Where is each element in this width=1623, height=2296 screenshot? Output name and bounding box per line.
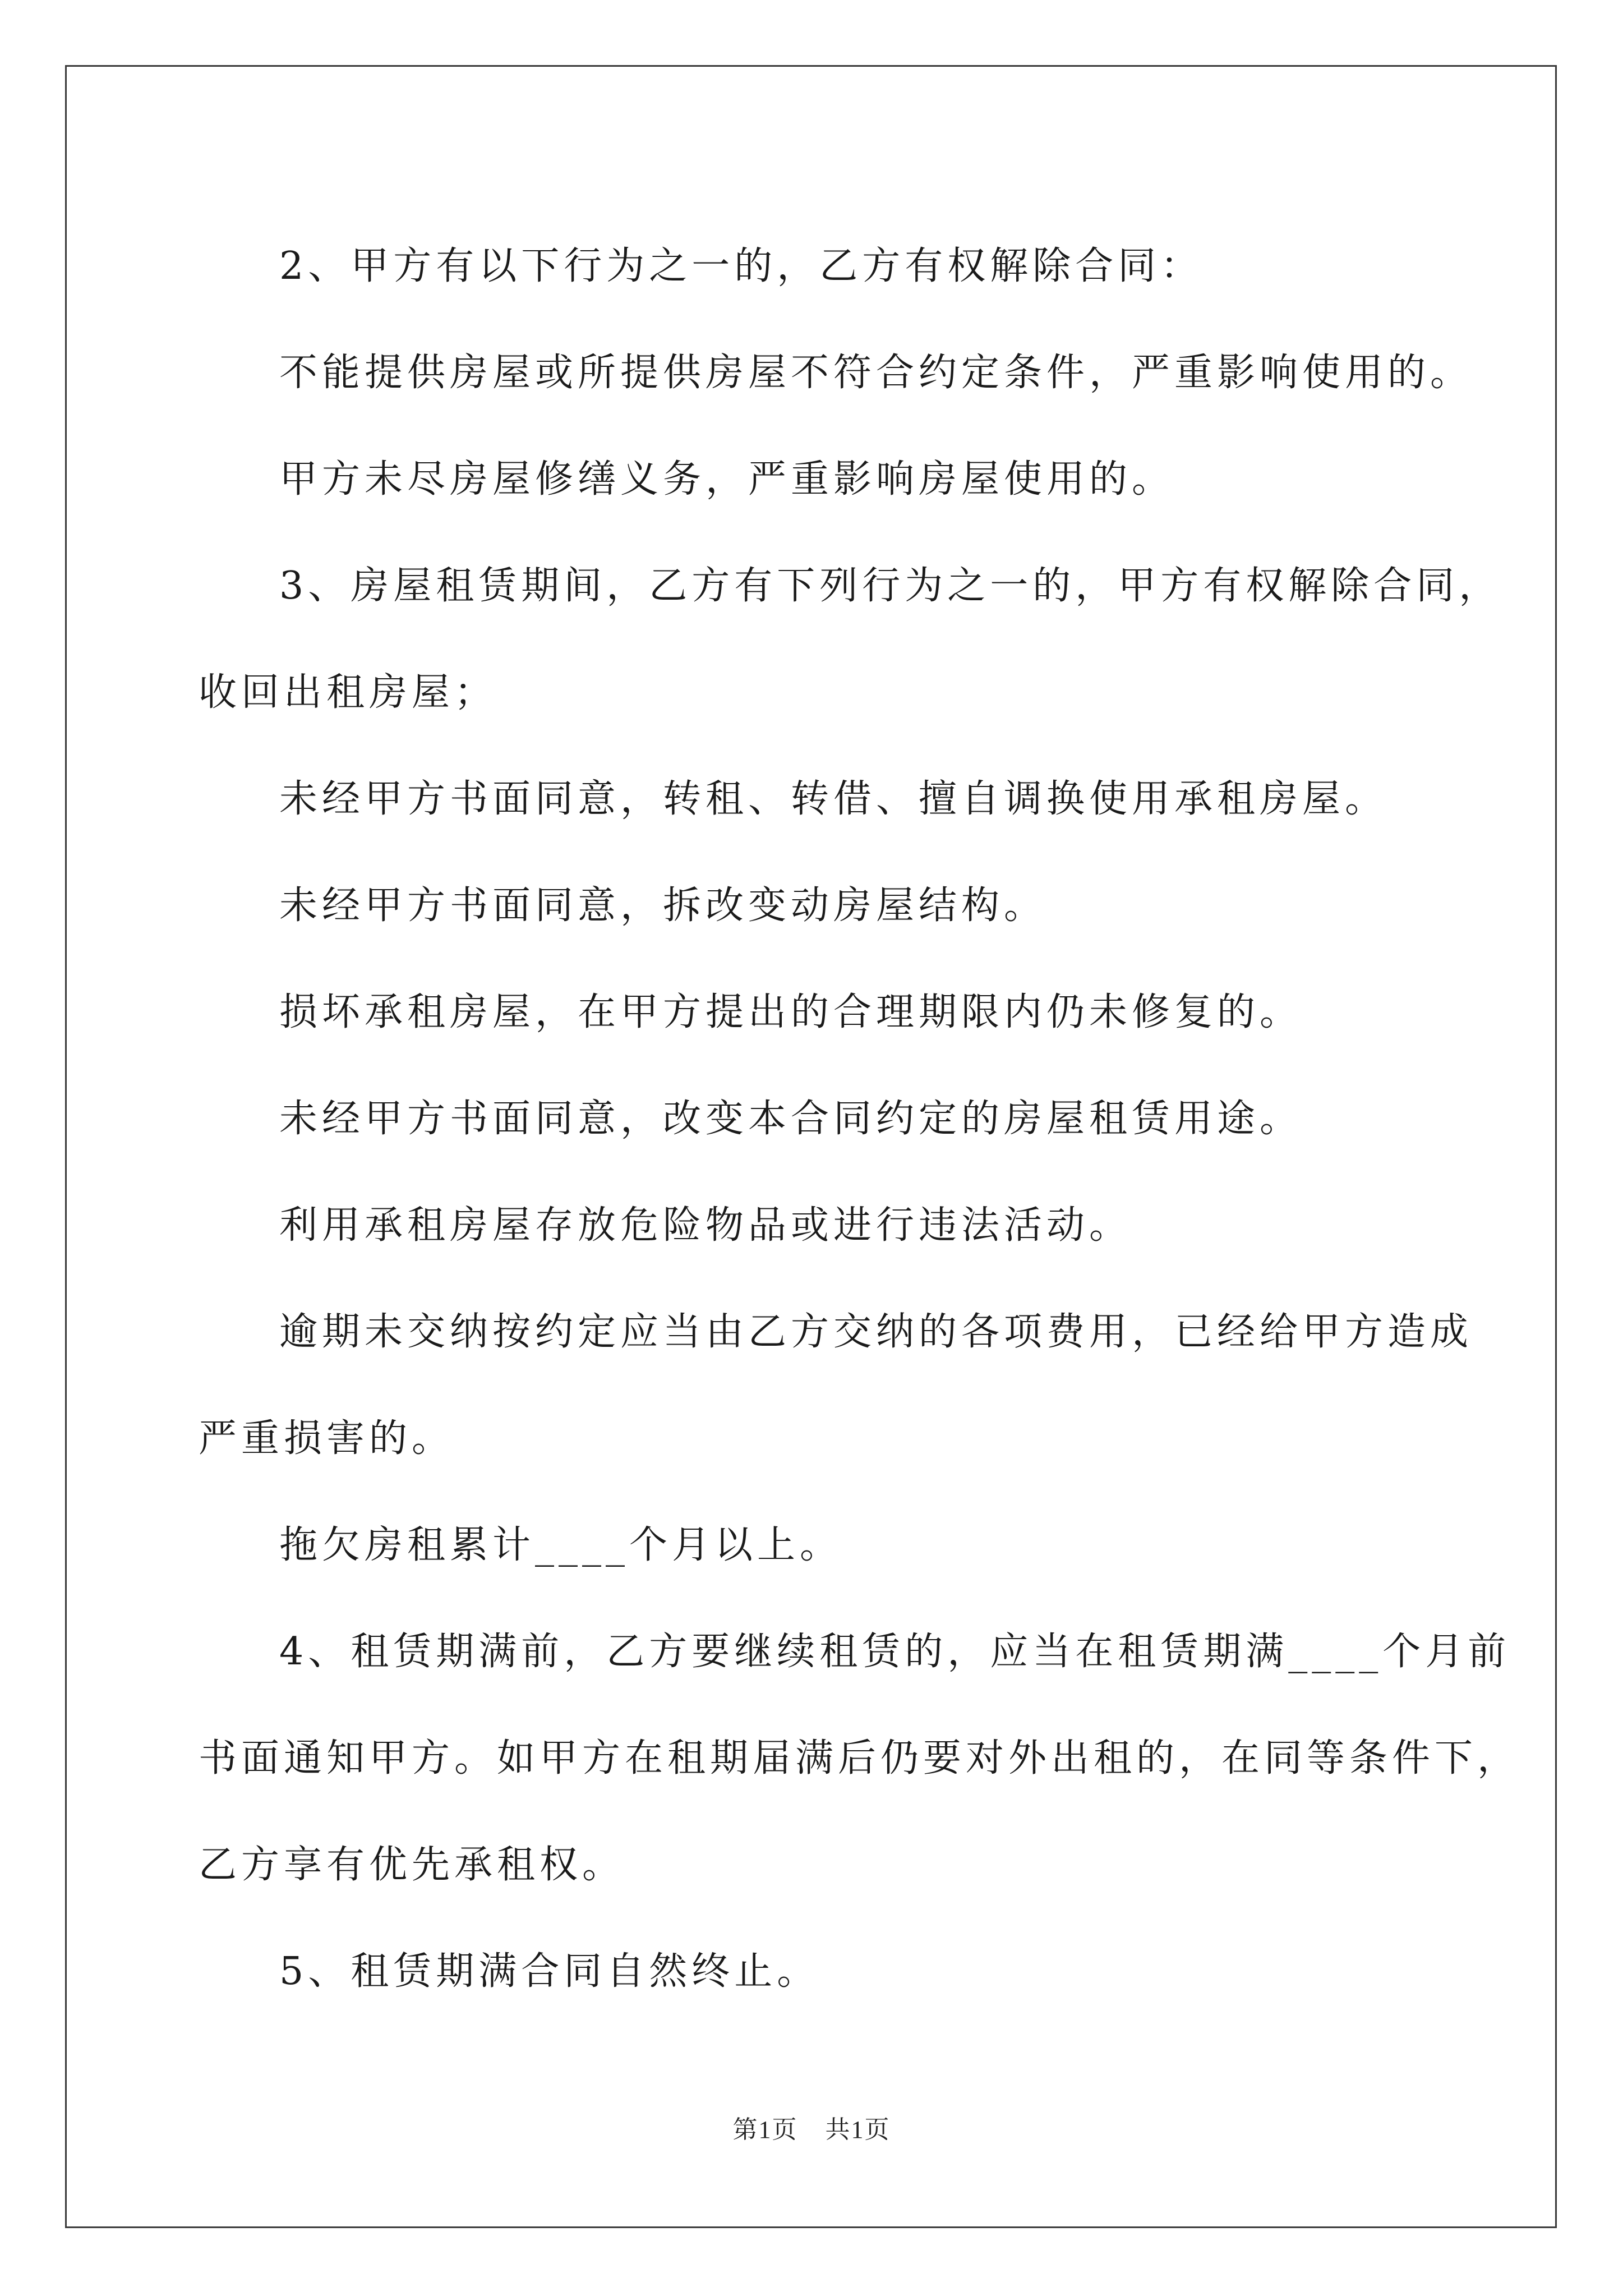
paragraph: 未经甲方书面同意，转租、转借、擅自调换使用承租房屋。 <box>279 777 1388 821</box>
paragraph: 乙方享有优先承租权。 <box>199 1843 625 1887</box>
page-total: 共1页 <box>825 2116 891 2143</box>
paragraph: 利用承租房屋存放危险物品或进行违法活动。 <box>279 1203 1132 1248</box>
paragraph: 严重损害的。 <box>199 1416 455 1461</box>
paragraph: 不能提供房屋或所提供房屋不符合约定条件，严重影响使用的。 <box>279 351 1473 395</box>
paragraph: 3、房屋租赁期间，乙方有下列行为之一的，甲方有权解除合同， <box>279 564 1502 608</box>
paragraph: 甲方未尽房屋修缮义务，严重影响房屋使用的。 <box>279 457 1175 501</box>
document-body <box>199 213 1520 2025</box>
paragraph: 未经甲方书面同意，改变本合同约定的房屋租赁用途。 <box>279 1097 1303 1141</box>
paragraph: 拖欠房租累计____个月以上。 <box>279 1523 843 1567</box>
paragraph: 收回出租房屋； <box>199 670 497 715</box>
paragraph: 5、租赁期满合同自然终止。 <box>279 1949 820 1994</box>
paragraph: 逾期未交纳按约定应当由乙方交纳的各项费用，已经给甲方造成 <box>279 1310 1473 1354</box>
paragraph: 未经甲方书面同意，拆改变动房屋结构。 <box>279 884 1047 928</box>
paragraph: 2、甲方有以下行为之一的，乙方有权解除合同： <box>279 244 1204 288</box>
paragraph: 书面通知甲方。如甲方在租期届满后仍要对外出租的，在同等条件下， <box>199 1736 1520 1780</box>
paragraph: 4、租赁期满前，乙方要继续租赁的，应当在租赁期满____个月前 <box>279 1630 1511 1674</box>
page-number: 第1页 <box>732 2116 798 2143</box>
paragraph: 损坏承租房屋，在甲方提出的合理期限内仍未修复的。 <box>279 990 1303 1034</box>
page-footer <box>0 2109 1623 2145</box>
